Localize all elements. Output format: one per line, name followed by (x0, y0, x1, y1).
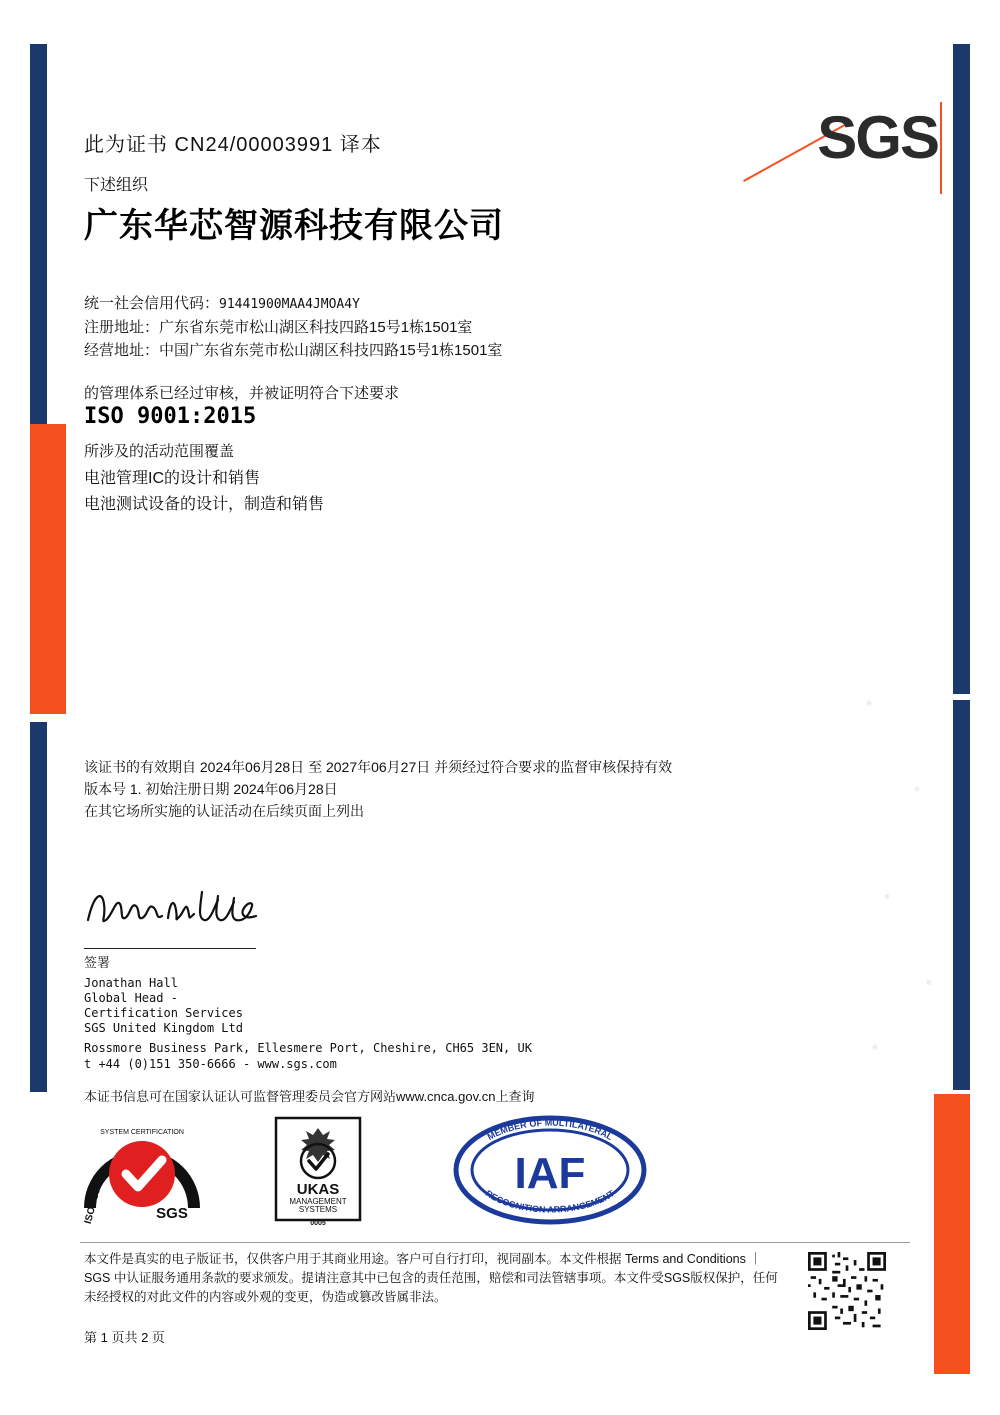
sgs-logo (752, 104, 942, 198)
issuer-phone-web: t +44 (0)151 350-6666 - www.sgs.com (84, 1057, 337, 1071)
organization-label: 下述组织 (84, 177, 149, 194)
business-address-row (84, 339, 502, 362)
svg-text:RECOGNITION ARRANGEMENT: RECOGNITION ARRANGEMENT (483, 1188, 617, 1215)
accreditation-marks (80, 1112, 700, 1227)
signatory-name: Jonathan Hall (84, 976, 178, 990)
sgs-logo-text: SGS (817, 104, 938, 171)
validity-line-1: 该证书的有效期自 2024年06月28日 至 2027年06月27日 并须经过符合要求的监督审核保持有效 (84, 759, 673, 775)
signature-icon (84, 880, 264, 940)
sgs-logo-vertical-rule-icon (940, 102, 942, 194)
scope-item: 电池测试设备的设计，制造和销售 (84, 496, 325, 513)
decor-bar-left-orange (30, 424, 66, 714)
svg-text:UKAS: UKAS (296, 1181, 340, 1198)
svg-text:MEMBER OF MULTILATERAL: MEMBER OF MULTILATERAL (485, 1117, 615, 1143)
scope-list (84, 466, 324, 518)
credit-code-label: 统一社会信用代码： (84, 295, 220, 312)
svg-text:SYSTEMS: SYSTEMS (298, 1205, 338, 1214)
svg-text:SGS: SGS (156, 1205, 188, 1222)
credit-code-row (84, 292, 502, 316)
footer-divider (80, 1242, 910, 1243)
registered-address-value: 广东省东莞市松山湖区科技四路15号1栋1501室 (159, 319, 473, 336)
credit-code-value: 91441900MAA4JMOA4Y (219, 297, 360, 312)
decor-bar-right-blue-top (953, 44, 970, 694)
decor-bar-right-blue-mid (953, 700, 970, 1090)
svg-text:ISO 9001: ISO 9001 (82, 1181, 105, 1226)
validity-block (84, 756, 672, 822)
iso-9001-sgs-mark (83, 1129, 194, 1225)
organization-details (84, 292, 502, 362)
standard-name: ISO 9001:2015 (84, 404, 257, 429)
business-address-label: 经营地址： (84, 342, 160, 359)
decor-bar-right-orange (934, 1094, 970, 1374)
registered-address-row (84, 316, 502, 339)
ukas-mark (276, 1118, 360, 1227)
registered-address-label: 注册地址： (84, 319, 160, 336)
issuer-contact (84, 1040, 532, 1072)
conformity-line: 的管理体系已经过审核，并被证明符合下述要求 (84, 385, 400, 402)
svg-text:MANAGEMENT: MANAGEMENT (289, 1197, 347, 1206)
validity-line-3: 在其它场所实施的认证活动在后续页面上列出 (84, 803, 364, 819)
signatory-details (84, 976, 243, 1036)
signatory-title-line-2: Certification Services (84, 1006, 243, 1020)
decor-bar-left-blue-top (30, 44, 47, 424)
business-address-value: 中国广东省东莞市松山湖区科技四路15号1栋1501室 (159, 342, 503, 359)
iaf-mark (456, 1118, 644, 1222)
signatory-title-line-1: Global Head - (84, 991, 178, 1005)
qr-code-icon (808, 1252, 886, 1330)
scope-heading: 所涉及的活动范围覆盖 (84, 443, 235, 460)
decor-bar-left-blue-bottom (30, 722, 47, 1092)
signature-rule (84, 948, 256, 949)
footer-disclaimer: 本文件是真实的电子版证书，仅供客户用于其商业用途。客户可自行打印，视同副本。本文件根据 Terms and Conditions ｜ SGS 中认证服务通用条款的要求颁发。提请注意其中已包含的责任范围，赔偿和司法管辖事项。本文件受SGS版权保护，任何未经授权的对此文件的内容或外观的变更，伪造或篡改皆属非法。 (84, 1252, 778, 1304)
signature-label: 签署 (84, 955, 111, 970)
paper-watermark (845, 660, 965, 1090)
svg-text:SYSTEM CERTIFICATION: SYSTEM CERTIFICATION (100, 1129, 184, 1136)
svg-text:0005: 0005 (310, 1220, 326, 1227)
scope-item: 电池管理IC的设计和销售 (84, 470, 261, 487)
cnca-verification-note: 本证书信息可在国家认证认可监督管理委员会官方网站www.cnca.gov.cn上查询 (84, 1089, 535, 1104)
validity-line-2: 版本号 1. 初始注册日期 2024年06月28日 (84, 781, 338, 797)
translation-note: 此为证书 CN24/00003991 译本 (84, 134, 382, 156)
svg-text:IAF: IAF (514, 1149, 586, 1198)
issuer-address: Rossmore Business Park, Ellesmere Port, Cheshire, CH65 3EN, UK (84, 1041, 532, 1055)
company-name: 广东华芯智源科技有限公司 (84, 207, 504, 245)
page-number: 第 1 页共 2 页 (84, 1330, 165, 1345)
signatory-company: SGS United Kingdom Ltd (84, 1021, 243, 1035)
